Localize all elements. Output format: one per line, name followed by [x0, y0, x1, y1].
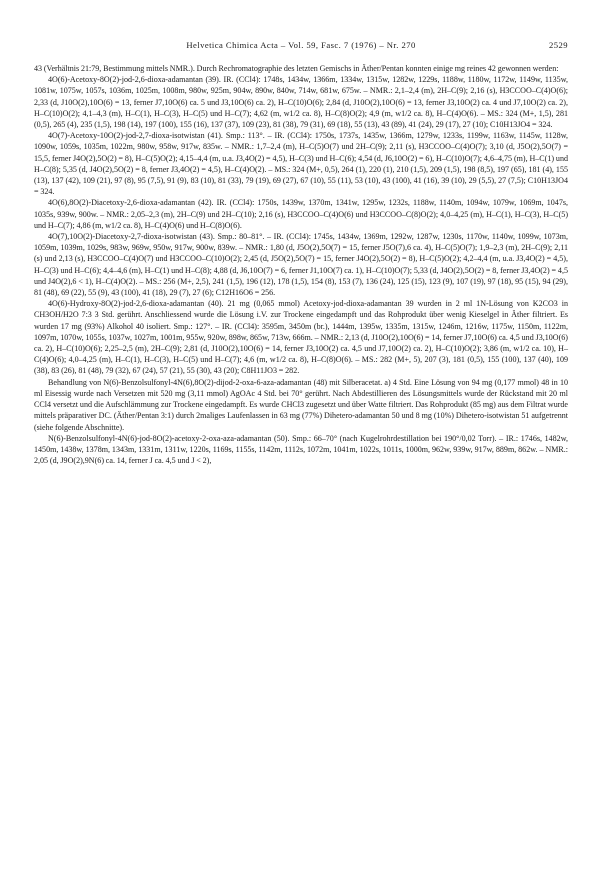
paragraph-compound-40: 4O(6)-Hydroxy-8O(2)-jod-2,6-dioxa-adamantan (40). 21 mg (0,065 mmol) Acetoxy-jod-dioxa-adamantan 39 wurden in 2 ml 1N-Lösung von K2CO3 in CH3OH/H2O 7:3 3 Std. gerührt. Anschliessend wurde die Lösung i.V. zur Trockene eingedampft und das Rohprodukt über wenig Kieselgel in Äther filtriert. Es wurden 17 mg (93%) Alkohol 40 isoliert. Smp.: 127°. – IR. (CCl4): 3595m, 3450m (br.), 1444m, 1395w, 1335m, 1315w, 1246m, 1216w, 1175w, 1150m, 1122m, 1097m, 1070w, 1055s, 1037w, 1027m, 1001m, 955w, 920w, 898w, 865w, 713w, 666m. – NMR.: 2,13 (d, J10O(2),10O(6) = 14, ferner J7,10O(6) ca. 4,5 und J3,10O(6) ca. 2), H–C(10)O(6); 2,25–2,5 (m), 2H–C(9); 2,81 (d, J10O(2),10O(6) = 14, ferner J3,10O(2) ca. 4,5 und J7,10O(2) ca. 2), H–C(10)O(2); 3,86 (m, w1/2 ca. 10), H–C(4)O(6); 4,0–4,25 (m), H–C(1), H–C(3), H–C(5) und H–C(7); 4,6 (m, w1/2 ca. 8), H–C(8)O(6). – MS.: 282 (M+, 5), 207 (3), 181 (0,5), 155 (100), 137 (40), 109 (38), 83 (26), 81 (48), 79 (32), 67 (24), 57 (21), 55 (30), 43 (20); C8H11JO3 = 282. [34, 299, 568, 376]
paragraph-compound-50: N(6)-Benzolsulfonyl-4N(6)-jod-8O(2)-acetoxy-2-oxa-aza-adamantan (50). Smp.: 66–70° (nach Kugelrohrdestillation bei 190°/0,02 Torr). – IR.: 1746s, 1482w, 1450m, 1438w, 1378m, 1343m, 1331m, 1311w, 1220s, 1169s, 1155s, 1142m, 1112s, 1072m, 1041m, 1022s, 1011s, 1000m, 962w, 939w, 917w, 889m, 862w. – NMR.: 2,05 (d, J9O(2),9N(6) ca. 14, ferner J ca. 4,5 und J < 2), [34, 433, 568, 466]
paragraph-compound-42: 4O(6),8O(2)-Diacetoxy-2,6-dioxa-adamantan (42). IR. (CCl4): 1750s, 1439w, 1370m, 1341w, 1295w, 1232s, 1188w, 1140m, 1094w, 1079w, 1069m, 1047s, 1035s, 939w, 900w. – NMR.: 2,05–2,3 (m), 2H–C(9) und 2H–C(10); 2,16 (s), H3CCOO–C(4)O(6) und H3CCOO–C(8)O(2); 4,0–4,25 (m), H–C(1), H–C(3), H–C(5) und H–C(7); 4,86 (m, w1/2 ca. 8), H–C(4)O(6) und H–C(8)O(6). [34, 198, 568, 230]
paragraph-silver-acetate-treatment: Behandlung von N(6)-Benzolsulfonyl-4N(6),8O(2)-dijod-2-oxa-6-aza-adamantan (48) mit Silberacetat. a) 4 Std. Eine Lösung von 94 mg (0,177 mmol) 48 in 10 ml Eisessig wurde nach Versetzen mit 520 mg (3,11 mmol) AgOAc 4 Std. bei 70° gerührt. Nach Abdestillieren des Lösungsmittels wurde der Rückstand mit 20 ml CCl4 versetzt und die Aufschlämmung zur Trockene eingedampft. Es wurde CHCl3 zugesetzt und über Watte filtriert. Das Rohprodukt (85 mg) aus dem Filtrat wurde mittels präparativer DC. (Äther/Pentan 3:1) durch 2maliges Laufenlassen in 63 mg (77%) Dihetero-adamantan 50 und 8 mg (10%) Dihetero-isotwistan 51 aufgetrennt (siehe folgende Abschnitte). [34, 377, 568, 432]
paragraph-compound-41: 4O(7)-Acetoxy-10O(2)-jod-2,7-dioxa-isotwistan (41). Smp.: 113°. – IR. (CCl4): 1750s, 1737s, 1435w, 1366m, 1279w, 1233s, 1199w, 1163w, 1145w, 1128w, 1090w, 1059s, 1035m, 1022m, 980w, 958w, 917w, 835w. – NMR.: 1,7–2,4 (m), H–C(5)O(7) und 2H–C(9); 2,11 (s), H3CCOO–C(4)O(7); 3,10 (d, J5O(2),5O(7) = 15,5, ferner J4O(2),5O(2) = 8), H–C(5)O(2); 4,15–4,4 (m, u.a. J3,4O(2) = 4,5), H–C(3) und H–C(6); 4,54 (d, J6,10O(2) = 6), H–C(10)O(7); 4,6–4,75 (m), H–C(1) und H–C(8); 5,35 (d, J4O(2),5O(2) = 8, ferner J3,4O(2) = 4,5), H–C(4)O(2). – MS.: 324 (M+, 0,5), 264 (1), 220 (1), 210 (1,5), 209 (1,5), 198 (8,5), 197 (65), 181 (4), 155 (13), 137 (42), 109 (21), 97 (8), 95 (7,5), 91 (9), 83 (10), 81 (33), 79 (19), 69 (27), 67 (10), 55 (11), 53 (10), 43 (100), 41 (16), 39 (10), 29 (5,5), 27 (7,5); C10H13JO4 = 324. [34, 131, 568, 197]
page [34, 40, 568, 466]
paragraph-compound-39: 4O(6)-Acetoxy-8O(2)-jod-2,6-dioxa-adamantan (39). IR. (CCl4): 1748s, 1434w, 1366m, 1334w, 1315w, 1282w, 1229s, 1188w, 1180w, 1172w, 1149w, 1135w, 1081w, 1075w, 1057s, 1036m, 1025m, 1008m, 980w, 925m, 904w, 890w, 840w, 714w, 681w, 675w. – NMR.: 2,1–2,4 (m), 2H–C(9); 2,16 (s), H3CCOO–C(4)O(6); 2,33 (d, J10O(2),10O(6) = 13, ferner J7,10O(6) ca. 5 und J3,10O(6) ca. 2), H–C(10)O(6); 2,84 (d, J10O(2),10O(6) = 13, ferner J3,10O(2) ca. 4 und J7,10O(2) ca. 2), H–C(10)O(2); 4,1–4,3 (m), H–C(1), H–C(3), H–C(5) und H–C(7); 4,62 (m, w1/2 ca. 8), H–C(8)O(2); 4,9 (m, w1/2 ca. 8), H–C(4)O(6). – MS.: 324 (M+, 1,5), 281 (0,5), 265 (4), 235 (1,5), 198 (14), 197 (100), 155 (16), 137 (37), 109 (23), 81 (38), 79 (31), 69 (18), 55 (13), 43 (89), 41 (24), 29 (17), 27 (10); C10H13JO4 = 324. [34, 75, 568, 130]
running-header [34, 40, 568, 54]
page-number: 2529 [549, 40, 568, 50]
paragraph-compound-43: 4O(7),10O(2)-Diacetoxy-2,7-dioxa-isotwistan (43). Smp.: 80–81°. – IR. (CCl4): 1745s, 1434w, 1369m, 1292w, 1287w, 1230s, 1170w, 1140w, 1099w, 1073m, 1059m, 1039m, 1029s, 983w, 969w, 950w, 917w, 900w, 839w. – NMR.: 1,80 (d, J5O(2),5O(7) = 15, ferner J5O(7),6 ca. 4), H–C(5)O(7); 1,9–2,3 (m), 2H–C(9); 2,11 (s) und 2,13 (s), H3CCOO–C(4)O(7) und H3CCOO–C(10)O(2); 2,45 (d, J5O(2),5O(7) = 15, ferner J4O(2),5O(2) = 8), H–C(5)O(2); 4,2–4,4 (m, u.a. J3,4O(2) = 4,5), H–C(3) und H–C(6); 4,4–4,6 (m), H–C(1) und H–C(8); 4,88 (d, J6,10O(7) = 6, ferner J1,10O(7) ca. 1), H–C(10)O(7); 5,33 (d, J4O(2),5O(2) = 8, ferner J3,4O(2) = 4,5 und J4O(2),6 < 1), H–C(4)O(2). – MS.: 256 (M+, 2,5), 241 (1,5), 196 (12), 178 (1,5), 154 (8), 153 (7), 136 (24), 125 (15), 123 (9), 107 (19), 97 (18), 95 (15), 94 (29), 81 (48), 69 (22), 55 (9), 43 (100), 41 (18), 29 (7), 27 (6); C12H16O6 = 256. [34, 232, 568, 298]
paragraph-continuation: 43 (Verhältnis 21:79, Bestimmung mittels NMR.). Durch Rechromatographie des letzten Gemischs in Äther/Pentan konnten einige mg reines 42 gewonnen werden: [34, 64, 559, 73]
running-title: Helvetica Chimica Acta – Vol. 59, Fasc. 7 (1976) – Nr. 270 [186, 40, 416, 50]
